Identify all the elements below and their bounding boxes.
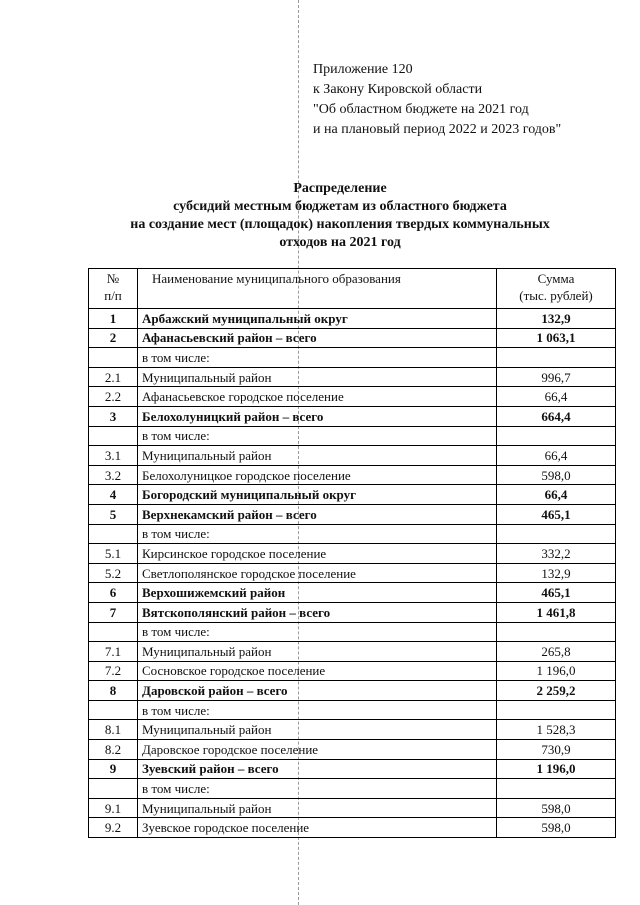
row-sum: 265,8 [497,642,616,662]
table-row [89,759,616,779]
row-sum [497,779,616,799]
table-row [89,524,616,544]
row-number: 8 [89,681,138,701]
table-row [89,602,616,622]
table-row [89,387,616,407]
document-title [100,180,580,252]
table-row [89,661,616,681]
table-row [89,563,616,583]
annex-line-1: Приложение 120 [313,62,413,77]
row-sum: 66,4 [497,446,616,466]
row-number [89,779,138,799]
subsidy-table [88,268,616,838]
row-sum: 996,7 [497,367,616,387]
row-number: 7.2 [89,661,138,681]
row-number: 7.1 [89,642,138,662]
row-sum: 66,4 [497,485,616,505]
annex-header [313,60,561,140]
row-name: Кирсинское городское поселение [138,544,497,564]
table-row [89,465,616,485]
row-name: Зуевский район – всего [138,759,497,779]
row-name: в том числе: [138,426,497,446]
row-number: 9 [89,759,138,779]
table-row [89,720,616,740]
table-row [89,544,616,564]
row-number [89,426,138,446]
row-number [89,524,138,544]
row-name: Белохолуницкое городское поселение [138,465,497,485]
row-name: в том числе: [138,779,497,799]
row-number: 7 [89,602,138,622]
table-body [89,309,616,838]
row-name: Даровское городское поселение [138,740,497,760]
row-sum: 598,0 [497,465,616,485]
table-row [89,504,616,524]
row-name: в том числе: [138,622,497,642]
header-number-line-1: № [106,271,120,286]
row-sum [497,622,616,642]
table-row [89,740,616,760]
table-row [89,681,616,701]
row-sum [497,524,616,544]
row-name: Зуевское городское поселение [138,818,497,838]
row-number: 2.1 [89,367,138,387]
table-row [89,426,616,446]
row-name: Богородский муниципальный округ [138,485,497,505]
header-number [89,269,138,309]
row-name: Верхнекамский район – всего [138,504,497,524]
row-number [89,348,138,368]
row-number: 9.1 [89,798,138,818]
row-number: 9.2 [89,818,138,838]
row-name: Афанасьевский район – всего [138,328,497,348]
table-row [89,583,616,603]
row-number: 8.1 [89,720,138,740]
row-sum: 1 461,8 [497,602,616,622]
row-name: в том числе: [138,348,497,368]
table-row [89,309,616,329]
row-name: Муниципальный район [138,720,497,740]
table-row [89,622,616,642]
row-number: 2 [89,328,138,348]
row-number [89,622,138,642]
row-sum: 132,9 [497,309,616,329]
row-number: 2.2 [89,387,138,407]
row-sum [497,426,616,446]
table-row [89,406,616,426]
row-sum: 1 196,0 [497,759,616,779]
row-name: Белохолуницкий район – всего [138,406,497,426]
row-sum: 66,4 [497,387,616,407]
header-name: Наименование муниципального образования [138,269,497,309]
row-number: 5 [89,504,138,524]
row-sum: 598,0 [497,818,616,838]
row-sum: 1 063,1 [497,328,616,348]
row-name: в том числе: [138,524,497,544]
row-name: в том числе: [138,700,497,720]
row-number: 5.2 [89,563,138,583]
row-sum: 332,2 [497,544,616,564]
title-line-1: Распределение [293,181,387,196]
table-row [89,348,616,368]
table-row [89,642,616,662]
row-number: 6 [89,583,138,603]
table-row [89,328,616,348]
row-number: 8.2 [89,740,138,760]
row-name: Муниципальный район [138,446,497,466]
row-sum: 465,1 [497,583,616,603]
row-name: Даровской район – всего [138,681,497,701]
row-sum: 1 196,0 [497,661,616,681]
row-number: 4 [89,485,138,505]
row-sum: 1 528,3 [497,720,616,740]
row-sum: 664,4 [497,406,616,426]
title-line-3: на создание мест (площадок) накопления твердых коммунальных [130,217,550,232]
row-name: Вятскополянский район – всего [138,602,497,622]
title-line-2: субсидий местным бюджетам из областного бюджета [173,199,507,214]
row-name: Арбажский муниципальный округ [138,309,497,329]
row-name: Светлополянское городское поселение [138,563,497,583]
row-sum: 132,9 [497,563,616,583]
table-row [89,485,616,505]
row-number [89,700,138,720]
table-header-row [89,269,616,309]
row-name: Муниципальный район [138,367,497,387]
row-sum [497,348,616,368]
row-number: 3.1 [89,446,138,466]
table-row [89,700,616,720]
row-name: Муниципальный район [138,798,497,818]
row-sum: 598,0 [497,798,616,818]
title-line-4: отходов на 2021 год [279,235,401,250]
row-sum: 730,9 [497,740,616,760]
row-name: Верхошижемский район [138,583,497,603]
table-row [89,446,616,466]
table-row [89,367,616,387]
row-number: 3.2 [89,465,138,485]
row-sum [497,700,616,720]
row-sum: 465,1 [497,504,616,524]
header-number-line-2: п/п [104,288,122,303]
row-name: Муниципальный район [138,642,497,662]
row-sum: 2 259,2 [497,681,616,701]
row-number: 1 [89,309,138,329]
table-row [89,798,616,818]
row-number: 3 [89,406,138,426]
table-row [89,818,616,838]
table-row [89,779,616,799]
annex-line-2: к Закону Кировской области [313,82,483,97]
annex-line-3: "Об областном бюджете на 2021 год [313,102,529,117]
header-sum-line-2: (тыс. рублей) [519,288,593,303]
row-name: Сосновское городское поселение [138,661,497,681]
header-sum-line-1: Сумма [537,271,575,286]
annex-line-4: и на плановый период 2022 и 2023 годов" [313,122,562,137]
row-name: Афанасьевское городское поселение [138,387,497,407]
header-sum [497,269,616,309]
row-number: 5.1 [89,544,138,564]
